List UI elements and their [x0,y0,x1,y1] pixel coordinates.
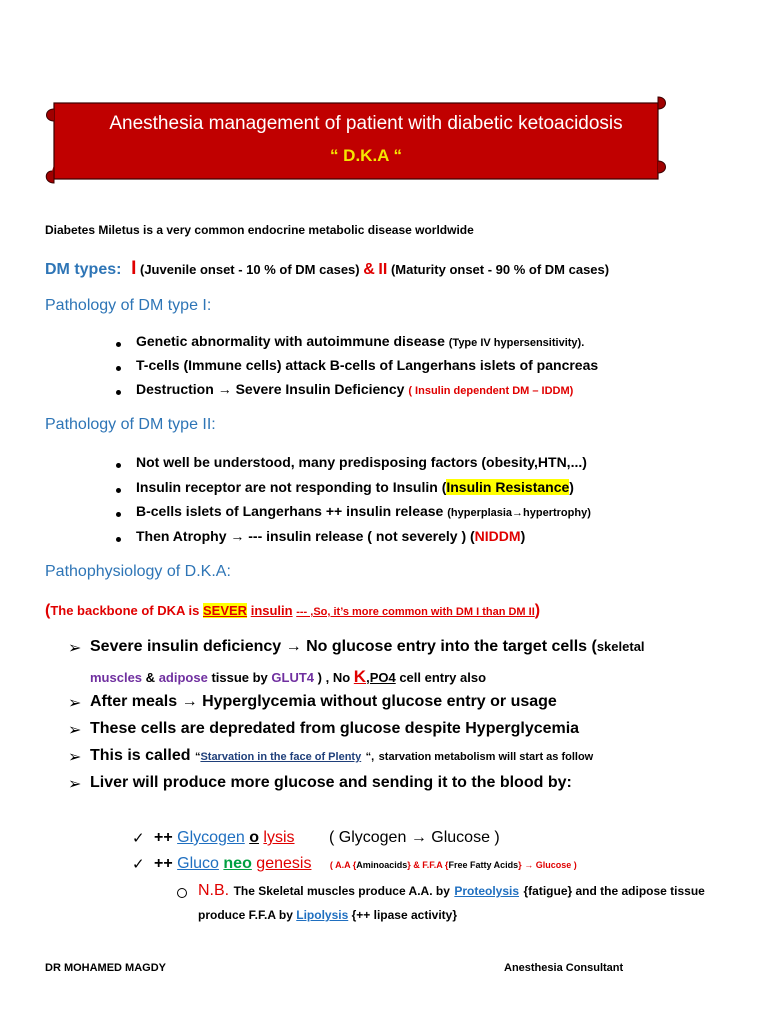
backbone-insulin: insulin [250,603,293,618]
type1-bullet-2: T-cells (Immune cells) attack B-cells of Langerhans islets of pancreas [136,357,599,373]
sever-highlight: SEVER [203,603,248,618]
arrow-icon: → [230,528,245,544]
patho-point-1-l: cell entry also [399,670,487,685]
glut4-label: GLUT4 [271,670,315,685]
check-item-2 [154,855,577,873]
dm-types-label: DM types: [45,261,122,278]
starvation-plenty-link[interactable]: Starvation in the face of Plenty [200,751,362,763]
patho-point-5: Liver will produce more glucose and sending it to the blood by: [90,774,572,791]
footer-title: Anesthesia Consultant [504,962,624,974]
patho-point-2-a: After meals [90,693,178,710]
patho-point-1-a: Severe insulin deficiency [90,638,282,655]
patho-point-1-amp: & [145,670,156,685]
type2-bullet-4 [136,528,525,544]
type2-bullet-4-pre: Then Atrophy [136,528,227,544]
check-2-note-6: Glucose ) [535,860,577,870]
backbone-close-paren: ) [534,602,541,619]
backbone-rest: --- ,So, it’s more common with DM I than DM II [296,606,535,618]
type2-bullet-2 [136,479,574,495]
po4-label: ,PO4 [366,670,396,685]
type1-bullet-3-post: Severe Insulin Deficiency [235,381,405,397]
proteolysis-link[interactable]: Proteolysis [454,884,520,898]
type2-heading: Pathology of DM type II: [45,416,216,433]
check-1-plus: ++ [154,829,173,846]
arrow-icon: → [181,693,198,710]
ffa-label: Free Fatty Acids [448,860,519,870]
patho-heading: Pathophysiology of D.K.A: [45,563,231,580]
nb-text-4: {++ lipase activity} [351,908,458,922]
bullet-dot [116,512,121,517]
type2-bullet-4-mid: --- insulin release ( not severely ) ( [248,528,475,544]
check-2-note-3: } & F.F.A { [407,860,449,870]
intro-text: Diabetes Miletus is a very common endocrine metabolic disease worldwide [45,223,474,237]
patho-point-2 [90,693,557,711]
dm-type-1-desc: (Juvenile onset - 10 % of DM cases) [139,262,360,277]
patho-point-1-c: skeletal [596,639,645,654]
bullet-dot [116,463,121,468]
backbone-line [45,602,540,620]
dm-type-2-desc: (Maturity onset - 90 % of DM cases) [390,262,610,277]
title-banner [40,95,672,187]
type2-bullet-2-post: ) [569,479,574,495]
patho-point-1-i: ) , No [317,670,351,685]
check-2-note-1: ( A.A { [329,860,357,870]
patho-point-4-b: starvation metabolism will start as follow [378,751,594,763]
type1-bullet-3-pre: Destruction [136,381,214,397]
nb-text-2: {fatigue} and the adipose tissue [523,884,705,898]
type1-bullet-1 [136,333,584,349]
niddm-label: NIDDM [474,528,521,544]
bullet-dot [116,342,121,347]
check-1-o: o [249,829,259,846]
checkmark-icon: ✓ [132,830,145,847]
document-title: Anesthesia management of patient with diabetic ketoacidosis [109,113,623,134]
patho-point-2-b: Hyperglycemia without glucose entry or usage [202,693,557,710]
arrow-bullet-icon: ➢ [68,749,82,766]
circle-bullet-icon [177,888,187,898]
document-subtitle: “ D.K.A “ [329,146,403,165]
patho-point-4-quote-close: “, [365,751,375,763]
backbone-open-paren: ( [45,602,51,619]
arrow-icon: → [285,638,302,655]
patho-point-4-a: This is called [90,747,191,764]
type2-bullet-3 [136,503,591,519]
bullet-dot [116,390,121,395]
potassium-label: K [353,667,367,686]
arrow-icon: → [524,860,534,870]
type2-bullet-1: Not well be understood, many predisposing factors (obesity,HTN,...) [136,454,587,470]
insulin-resistance-highlight: Insulin Resistance [446,479,570,495]
nb-text-1: The Skeletal muscles produce A.A. by [233,884,450,898]
bullet-dot [116,366,121,371]
genesis-label: genesis [256,855,312,872]
type2-bullet-3-note: (hyperplasia→hypertrophy) [447,507,591,519]
type2-bullet-3-text: B-cells islets of Langerhans ++ insulin release [136,503,444,519]
patho-point-3: These cells are depredated from glucose despite Hyperglycemia [90,720,580,737]
backbone-text: The backbone of DKA is [50,603,200,618]
aminoacids-label: Aminoacids [356,860,408,870]
type2-bullet-4-post: ) [520,528,526,544]
nb-line-2 [198,908,457,922]
nb-text-3: produce F.F.A by [198,908,293,922]
lysis-label: lysis [263,829,295,846]
patho-point-1-b: No glucose entry into the target cells ( [306,638,597,655]
type1-bullet-1-text: Genetic abnormality with autoimmune disease [136,333,445,349]
arrow-bullet-icon: ➢ [68,640,82,657]
type1-bullet-1-note: (Type IV hypersensitivity). [448,337,585,349]
check-2-note-5: } [518,860,522,870]
arrow-icon: → [217,381,232,397]
dm-type-2: II [378,261,388,278]
muscles-label: muscles [90,670,143,685]
patho-point-1 [90,638,645,656]
nb-line-1 [198,882,705,900]
arrow-bullet-icon: ➢ [68,695,82,712]
check-1-e: Glucose ) [431,829,500,846]
glycogen-link[interactable]: Glycogen [177,829,245,846]
check-2-note [330,860,577,870]
footer-author: DR MOHAMED MAGDY [45,962,166,974]
bullet-dot [116,537,121,542]
dm-types-line [45,258,609,280]
type1-bullet-3-note: ( Insulin dependent DM – IDDM) [408,385,574,397]
dm-type-1: I [131,258,137,279]
patho-point-1-cont [90,667,486,687]
arrow-bullet-icon: ➢ [68,722,82,739]
arrow-bullet-icon: ➢ [68,776,82,793]
check-item-1 [154,829,500,847]
arrow-icon: → [410,829,427,846]
adipose-label: adipose [158,670,208,685]
checkmark-icon: ✓ [132,856,145,873]
patho-point-1-g: tissue by [211,670,268,685]
check-1-d: ( Glycogen [328,829,407,846]
nb-label: N.B. [198,882,230,899]
patho-point-4 [90,747,593,765]
type1-bullet-3 [136,381,573,397]
bullet-dot [116,488,121,493]
check-2-plus: ++ [154,855,173,872]
lipolysis-link[interactable]: Lipolysis [296,908,349,922]
patho-point-4-quote-open: “ [194,751,201,763]
neo-label: neo [223,855,252,872]
dm-types-amp: & [363,261,375,278]
type2-bullet-2-pre: Insulin receptor are not responding to Insulin ( [136,479,447,495]
gluco-link[interactable]: Gluco [177,855,219,872]
type1-heading: Pathology of DM type I: [45,297,212,314]
